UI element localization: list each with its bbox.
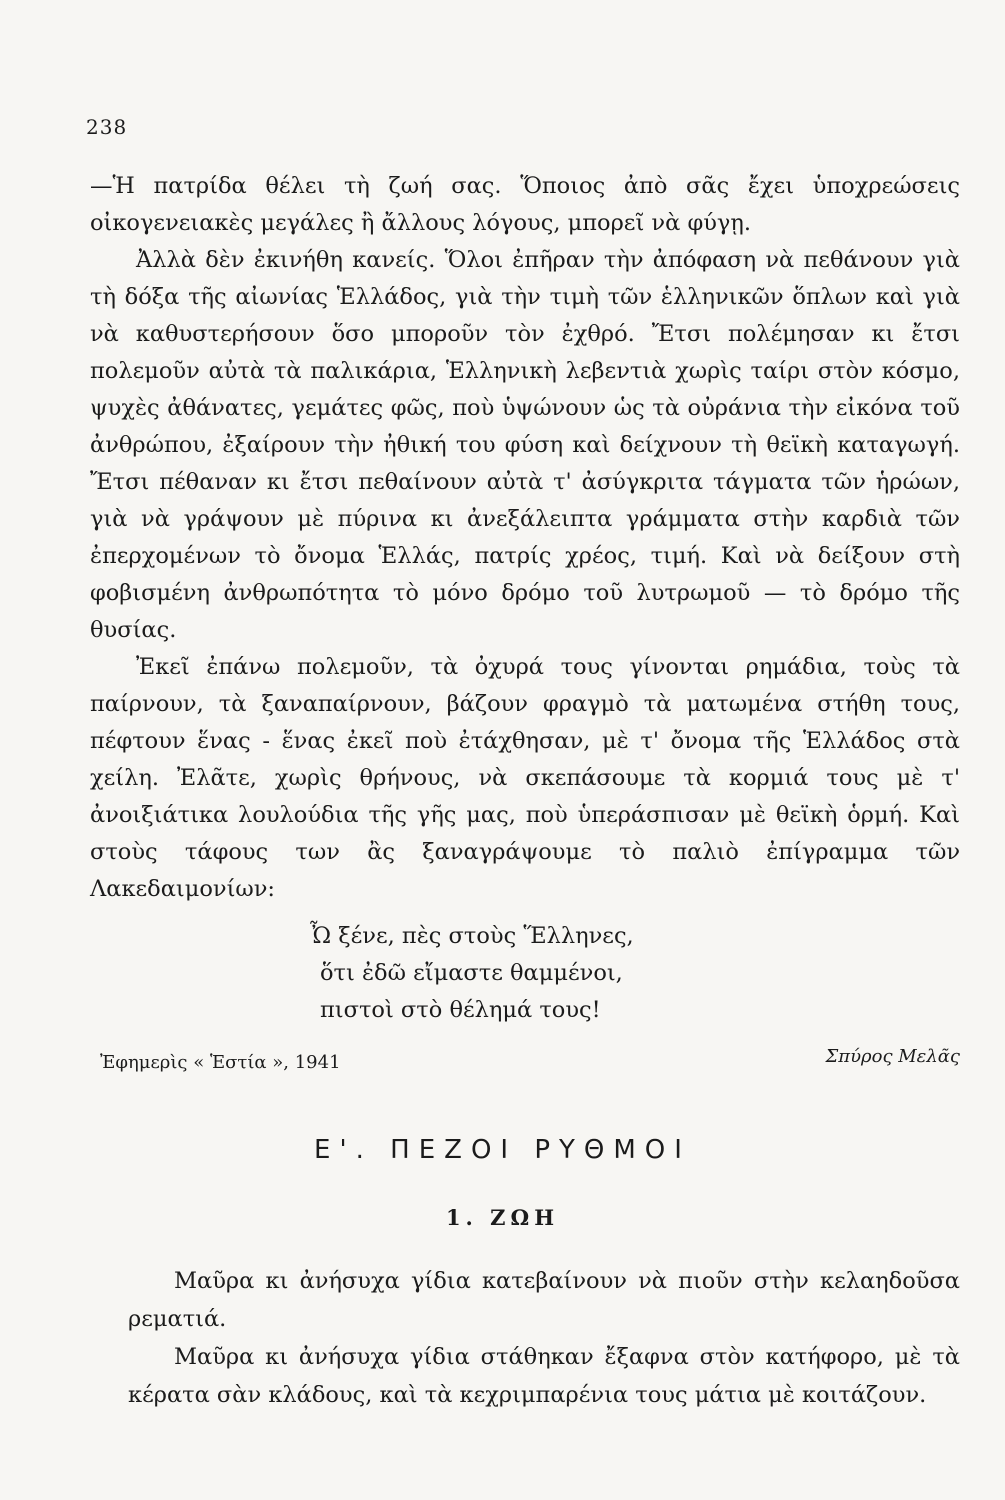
source-citation: Ἐφημερὶς « Ἑστία », 1941: [100, 1052, 341, 1073]
section-title: Ε'. ΠΕΖΟΙ ΡΥΘΜΟΙ: [314, 1135, 691, 1165]
poem-line: πιστοὶ στὸ θέλημά τους!: [320, 997, 601, 1023]
subsection-title: 1. ΖΩΗ: [445, 1205, 560, 1230]
attribution: [100, 1044, 960, 1078]
paragraph-battle: Ἐκεῖ ἐπάνω πολεμοῦν, τὰ ὀχυρά τους γίνονται ρημάδια, τοὺς τὰ παίρνουν, τὰ ξαναπαίρνουν, βάζουν φραγμὸ τὰ ματωμένα στήθη τους, πέφτουν ἕνας - ἕνας ἐκεῖ ποὺ ἐτάχθησαν, μὲ τ' ὄνομα τῆς Ἑλλάδος στὰ χείλη. Ἐλᾶτε, χωρὶς θρήνους, νὰ σκεπάσουμε τὰ κορμιά τους μὲ τ' ἀνοιξιάτικα λουλούδια τῆς γῆς μας, ποὺ ὑπεράσπισαν μὲ θεϊκὴ ὁρμή. Καὶ στοὺς τάφους των ἂς ξαναγράψουμε τὸ παλιὸ ἐπίγραμμα τῶν Λακεδαιμονίων:: [90, 654, 960, 902]
section-paragraph: Μαῦρα κι ἀνήσυχα γίδια στάθηκαν ἔξαφνα στὸν κατήφορο, μὲ τὰ κέρατα σὰν κλάδους, καὶ τὰ κεχριμπαρένια τους μάτια μὲ κοιτάζουν.: [128, 1344, 960, 1408]
page-number: 238: [86, 115, 128, 139]
paragraph-resolve: Ἀλλὰ δὲν ἐκινήθη κανείς. Ὅλοι ἐπῆραν τὴν ἀπόφαση νὰ πεθάνουν γιὰ τὴ δόξα τῆς αἰωνίας Ἑλλάδος, γιὰ τὴν τιμὴ τῶν ἑλληνικῶν ὅπλων καὶ γιὰ νὰ καθυστερήσουν ὅσο μποροῦν τὸν ἐχθρό. Ἔτσι πολέμησαν κι ἔτσι πολεμοῦν αὐτὰ τὰ παλικάρια, Ἑλληνικὴ λεβεντιὰ χωρὶς ταίρι στὸν κόσμο, ψυχὲς ἀθάνατες, γεμάτες φῶς, ποὺ ὑψώνουν ὡς τὰ οὐράνια τὴν εἰκόνα τοῦ ἀνθρώπου, ἐξαίρουν τὴν ἠθική του φύση καὶ δείχνουν τὴ θεϊκὴ καταγωγή. Ἔτσι πέθαναν κι ἔτσι πεθαίνουν αὐτὰ τ' ἀσύγκριτα τάγματα τῶν ἡρώων, γιὰ νὰ γράψουν μὲ πύρινα κι ἀνεξάλειπτα γράμματα στὴν καρδιὰ τῶν ἐπερχομένων τὸ ὄνομα Ἑλλάς, πατρίς χρέος, τιμή. Καὶ νὰ δείξουν στὴ φοβισμένη ἀνθρωπότητα τὸ μόνο δρόμο τοῦ λυτρωμοῦ — τὸ δρόμο τῆς θυσίας.: [90, 247, 960, 643]
main-text: [90, 168, 960, 1029]
section-text: [128, 1262, 960, 1414]
author-name: Σπύρος Μελᾶς: [825, 1046, 960, 1067]
section-paragraph: Μαῦρα κι ἀνήσυχα γίδια κατεβαίνουν νὰ πιοῦν στὴν κελαηδοῦσα ρεματιά.: [128, 1268, 960, 1332]
paragraph-speech: —Ἡ πατρίδα θέλει τὴ ζωή σας. Ὅποιος ἀπὸ σᾶς ἔχει ὑποχρεώσεις οἰκογενειακὲς μεγάλες ἢ ἄλλους λόγους, μπορεῖ νὰ φύγῃ.: [90, 173, 960, 236]
poem-line: Ὦ ξένε, πὲς στοὺς Ἕλληνες,: [310, 923, 634, 949]
poem-line: ὅτι ἐδῶ εἴμαστε θαμμένοι,: [320, 960, 623, 986]
epigram-poem: [90, 918, 960, 1029]
